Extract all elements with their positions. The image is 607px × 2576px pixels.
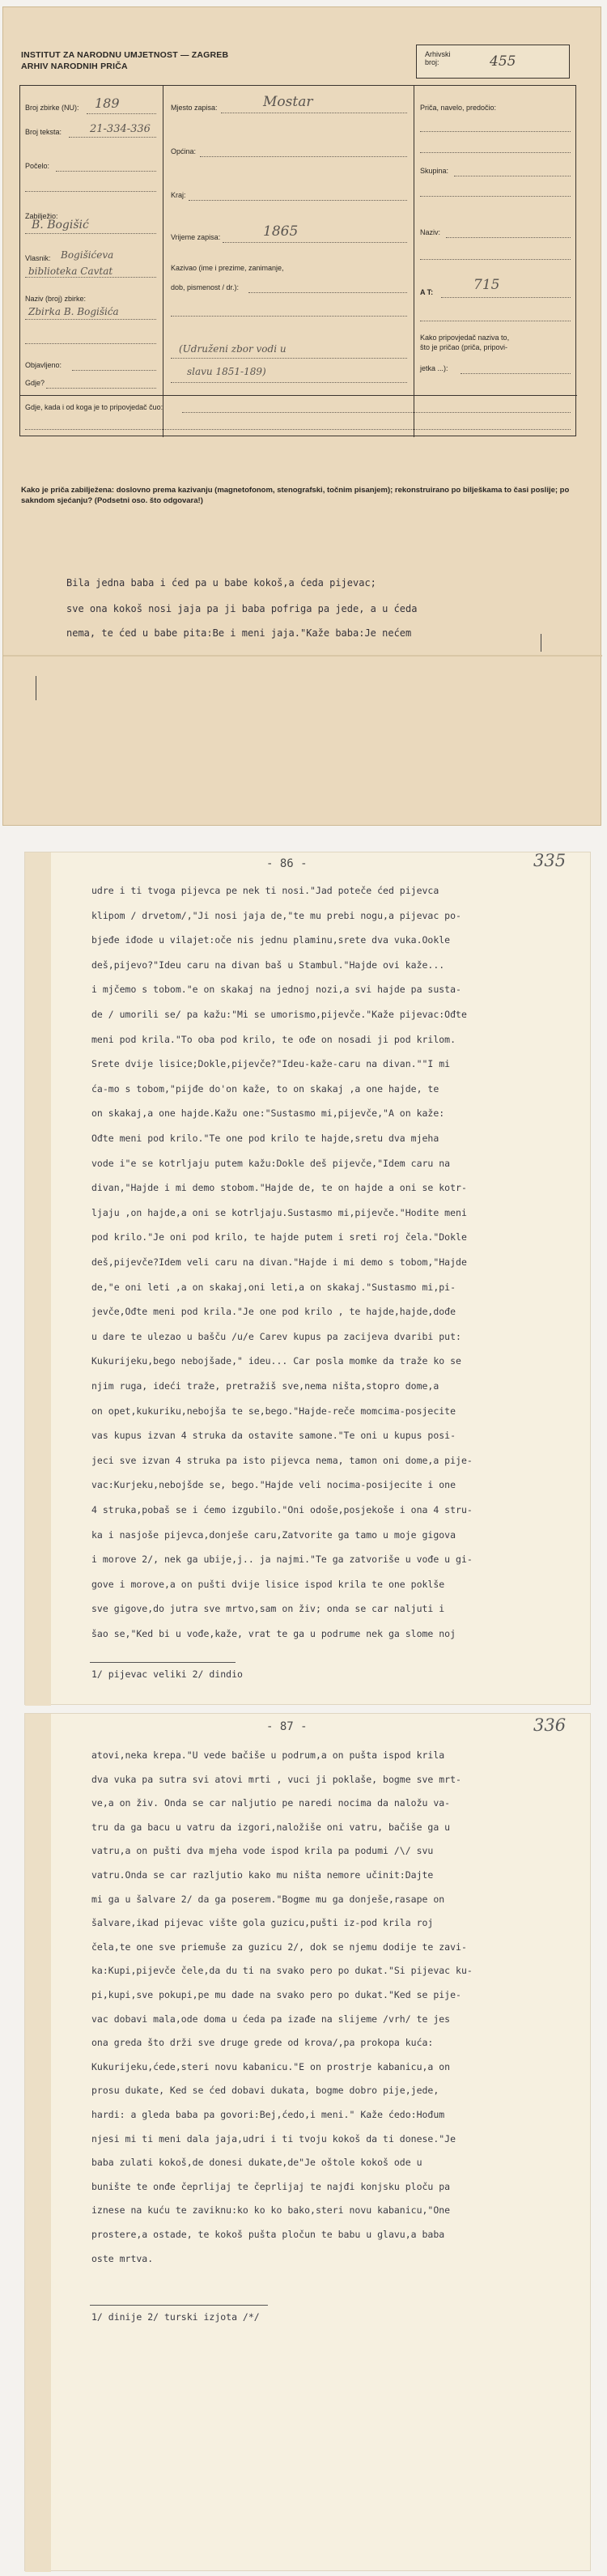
text-line: udre i ti tvoga pijevca pe nek ti nosi."Jad poteče ćed pijevca (91, 885, 439, 896)
text-line: divan,"Hajde i mi demo stobom."Hajde de, te on hajde a oni se kotr- (91, 1182, 467, 1194)
typed-page-87 (24, 1713, 591, 2571)
archive-number-box (416, 45, 570, 79)
text-line: on skakaj,a one hajde.Kažu one:"Sustasmo mi,pijevče,"A on kaže: (91, 1107, 445, 1120)
text-line: Srete dvije lisice;Dokle,pijevče?"Ideu-kaže-caru na divan.""I mi (91, 1058, 451, 1070)
text-line: oste mrtva. (91, 2252, 154, 2264)
card-form-frame (19, 85, 576, 436)
institute-line-1: INSTITUT ZA NARODNU UMJETNOST — ZAGREB (21, 50, 229, 60)
kazivac-label-1: Kazivao (ime i prezime, zanimanje, (171, 264, 284, 272)
archive-card (2, 6, 601, 826)
at-label: A T: (420, 288, 434, 296)
zabiljezio-value: B. Bogišić (32, 219, 89, 232)
typed-page-86 (24, 852, 591, 1705)
text-line: gove i morove,a on pušti dvije lisice ispod krila te one poklše (91, 1578, 445, 1590)
story-line-2: sve ona kokoš nosi jaja pa ji baba pofriga pa jede, a u ćeda (66, 603, 418, 614)
vlasnik-value-1: Bogišićeva (61, 249, 114, 261)
text-line: čela,te one sve priemuše za guzicu 2/, dok se njemu dodije te zavi- (91, 1941, 467, 1953)
text-line: njim ruga, ideći traže, pretražiš sve,nema ništa,stopro dome,a (91, 1380, 439, 1392)
naziv-zbirke-label: Naziv (broj) zbirke: (25, 295, 87, 303)
text-line: deš,pijevče?Idem veli caru na divan."Hajde i mi demo s tobom,"Hajde (91, 1256, 467, 1268)
text-line: šao se,"Ked bi u vođe,kaže, vrat te ga u podrume nek ga slome noj (91, 1628, 456, 1639)
text-line: de / umorili se/ pa kažu:"Mi se umorismo,pijevče."Kaže pijevac:Ođte (91, 1009, 467, 1020)
archive-number-label: Arhivski broj: (425, 50, 451, 66)
archive-number-value: 455 (490, 53, 516, 70)
pocelo-label: Počelo: (25, 162, 50, 170)
row-divider-bottom (20, 395, 577, 396)
text-line: ća-mo s tobom,"pijđe do'on kaže, to on skakaj ,a one hajde, te (91, 1082, 439, 1095)
text-line: ka i nasjoše pijevca,donješe caru,Zatvorite ga tamo u moje gigova (91, 1528, 456, 1541)
text-line: vas kupus izvan 4 struka da ostavite samone."Te oni u kupus posi- (91, 1430, 456, 1442)
page-number: - 86 - (266, 857, 308, 870)
page-86-footnotes: 1/ pijevac veliki 2/ dindio (91, 1668, 243, 1680)
kraj-label: Kraj: (171, 191, 186, 199)
text-line: de,"e oni leti ,a on skakaj,oni leti,a on skakaj."Sustasmo mi,pi- (91, 1281, 456, 1293)
text-line: jevče,Ođte meni pod krila."Je one pod krilo , te hajde,hajde,dođe (91, 1306, 456, 1318)
text-line: sve gigove,do jutra sve mrtvo,sam on živ; onda se car naljuti i (91, 1603, 445, 1615)
text-line: on opet,kukuriku,nebojša te se,bego."Hajde-reče momcima-posjecite (91, 1405, 456, 1417)
text-line: dva vuka pa sutra svi atovi mrti , vuci ji poklaše, bogme sve mrt- (91, 1773, 461, 1785)
text-line: tru da ga bacu u vatru da izgori,naložiše oni vatru, bačiše ga u (91, 1821, 451, 1833)
gdje-label: Gdje? (25, 379, 45, 387)
prica-label: Priča, navelo, predočio: (420, 104, 497, 112)
page-number: - 87 - (266, 1720, 308, 1733)
broj-zbirke-label: Broj zbirke (NU): (25, 104, 79, 112)
text-line: mi ga u šalvare 2/ da ga poserem."Bogme mu ga donješe,rasape on (91, 1893, 445, 1905)
text-line: meni pod krila."To oba pod krilo, te ođe on nosadi ji pod krilom. (91, 1033, 456, 1045)
text-line: i mjčemo s tobom."e on skakaj na jednoj nozi,a svi hajde pa susta- (91, 984, 461, 996)
mjesto-value: Mostar (263, 94, 313, 110)
at-value: 715 (473, 277, 500, 293)
text-line: vac:Kurjeku,nebojšde se, bego."Hajde veli nocima-posijecite i one (91, 1479, 456, 1491)
vrijeme-label: Vrijeme zapisa: (171, 233, 221, 241)
naziv-zbirke-value: Zbirka B. Bogišića (28, 306, 119, 317)
institute-line-2: ARHIV NARODNIH PRIČA (21, 62, 128, 71)
text-line: atovi,neka krepa."U vede bačiše u podrum,a on pušta ispod krila (91, 1749, 445, 1761)
text-line: baba zulati kokoš,de donesi dukate,de"Je oštole kokoš ode u (91, 2157, 422, 2169)
text-line: Ođte meni pod krilo."Te one pod krilo te hajde,sretu dva mjeha (91, 1133, 439, 1144)
text-line: deš,pijevo?"Ideu caru na divan baš u Stambul."Hajde ovi kaže... (91, 959, 445, 971)
footnote-rule (90, 1662, 236, 1663)
recording-method-note: Kako je priča zabilježena: doslovno prema kazivanju (magnetofonom, stenografski, točnim pisanjem); rekonstruirano po bilješkama to časi poslije; po sakndom sjećanju? (Podsetni oso. što odgovara!) (21, 486, 570, 505)
page-87-footnotes: 1/ dinije 2/ turski izjota /*/ (91, 2311, 260, 2323)
text-line: iznese na kuću te zaviknu:ko ko ko bako,steri novu kabanicu,"One (91, 2204, 451, 2217)
text-line: bjeđe iđode u vilajet:oče nis jednu plaminu,srete dva vuka.Ookle (91, 934, 451, 946)
page-left-edge (25, 852, 51, 1706)
naziv-label: Naziv: (420, 228, 441, 236)
text-line: vac dobavi mala,ode doma u ćeda pa izađe na slijeme /vrh/ te jes (91, 2013, 451, 2025)
text-line: prosu dukate, Ked se ćed dobavi dukata, bogme dobro pije,jede, (91, 2085, 439, 2097)
vlasnik-label: Vlasnik: (25, 254, 51, 262)
handwritten-page-number: 336 (533, 1715, 567, 1735)
text-line: Kukurijeku,ćede,steri novu kabanicu."E on prostrje kabanicu,a on (91, 2060, 451, 2072)
broj-teksta-label: Broj teksta: (25, 128, 62, 136)
zabiljezio-label: Zabilježio: (25, 212, 58, 220)
kako-label-2: što je pričao (priča, pripovi- (420, 343, 508, 351)
text-line: prostere,a ostade, te kokoš pušta pločun te babu u glavu,a baba (91, 2229, 445, 2240)
mjesto-label: Mjesto zapisa: (171, 104, 218, 112)
text-line: Kukurijeku,bego nebojšade," ideu... Car posla momke da traže ko se (91, 1355, 461, 1367)
vrijeme-value: 1865 (263, 223, 299, 240)
footnote-rule (90, 2305, 268, 2306)
text-line: njesi mi ti meni dala jaja,udri i ti tvoju kokoš da ti donese."Je (91, 2132, 456, 2145)
vlasnik-value-2: biblioteka Cavtat (28, 266, 113, 277)
objavljeno-label: Objavljeno: (25, 361, 62, 369)
broj-teksta-value: 21-334-336 (90, 123, 151, 135)
text-line: vatru.Onda se car razljutio kako mu ništa nemore učinit:Dajte (91, 1869, 434, 1881)
text-line: ona greda što drži sve druge grede od krova/,pa prokopa kuća: (91, 2037, 434, 2049)
text-line: pi,kupi,sve pokupi,pe mu dade na svako pero po dukat."Ked se pije- (91, 1989, 461, 2000)
text-line: jeci sve izvan 4 struka pa isto pijevca nema, tamon oni dome,a pije- (91, 1454, 473, 1466)
text-line: 4 struka,pobaš se i ćemo izgubilo."Oni odoše,posjekoše i ona 4 stru- (91, 1504, 473, 1515)
text-line: ve,a on živ. Onda se car naljutio pe naredi nocima da naložu va- (91, 1797, 451, 1809)
text-line: ljaju ,on hajde,a oni se kotrljaju.Sustasmo mi,pijevče."Hodite meni (91, 1206, 467, 1218)
text-line: vatru,a on pušti dva mjeha vode ispod krila pa podumi /\/ svu (91, 1845, 434, 1857)
kazivac-label-2: dob, pismenost / dr.): (171, 283, 240, 291)
handwritten-page-number: 335 (533, 851, 567, 870)
handwritten-note-2: slavu 1851-189) (187, 366, 266, 377)
text-line: ka:Kupi,pijevče čele,da du ti na svako pero po dukat."Si pijevac ku- (91, 1965, 473, 1977)
handwritten-note-1: (Udruženi zbor vodi u (179, 343, 287, 355)
page-left-edge (25, 1714, 51, 2572)
story-line-3: nema, te ćed u babe pita:Be i meni jaja."Kaže baba:Je nećem (66, 627, 412, 639)
institute-header (21, 49, 228, 72)
text-line: hardi: a gleda baba pa govori:Bej,ćedo,i meni." Kaže ćedo:Hođum (91, 2109, 445, 2120)
kako-label-3: jetka ...): (420, 364, 448, 372)
opcina-label: Općina: (171, 147, 197, 155)
text-line: u dare te ulezao u bašču /u/e Carev kupus pa zacijeva dvaribi put: (91, 1330, 461, 1342)
broj-zbirke-value: 189 (95, 96, 120, 111)
text-line: klipom / drvetom/,"Ji nosi jaja de,"te mu prebi nogu,a pijevac po- (91, 909, 461, 921)
text-line: bunište te onđe čeprlijaj te čeprlijaj te najđi konjsku ploču pa (91, 2180, 451, 2192)
text-line: šalvare,ikad pijevac vište gola guzicu,pušti iz-pod krila roj (91, 1917, 434, 1929)
skupina-label: Skupina: (420, 167, 449, 175)
kako-label-1: Kako pripovjedač naziva to, (420, 334, 510, 342)
story-line-1: Bila jedna baba i ćed pa u babe kokoš,a ćeda pijevac; (66, 577, 376, 589)
card-fold (3, 655, 602, 657)
gdje-kada-label: Gdje, kada i od koga je to pripovjedač čuo: (25, 403, 163, 411)
text-line: i morove 2/, nek ga ubije,j.. ja najmi."Te ga zatvoriše u vođe u gi- (91, 1554, 473, 1566)
text-line: pod krilo."Je oni pod krilo, te hajde putem i sreti roj čela."Dokle (91, 1231, 467, 1243)
text-line: vode i"e se kotrljaju putem kažu:Dokle deš pijevče,"Idem caru na (91, 1157, 451, 1169)
